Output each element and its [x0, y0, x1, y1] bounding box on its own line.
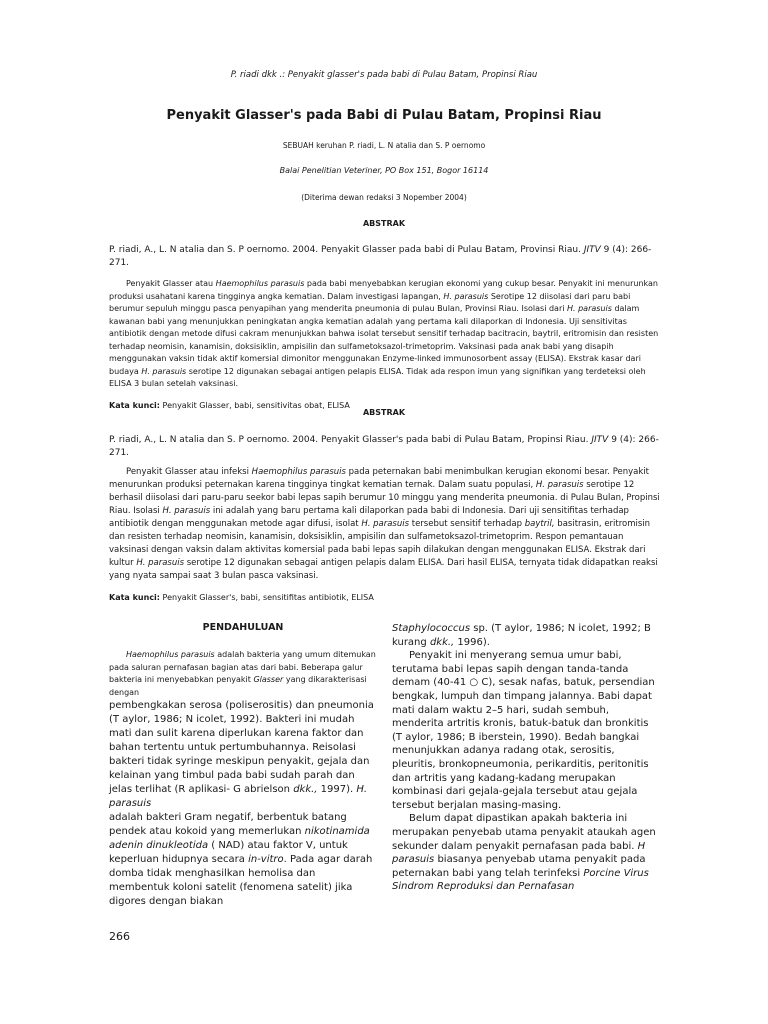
running-head: P. riadi dkk .: Penyakit glasser's pada babi di Pulau Batam, Propinsi Riau — [230, 70, 538, 80]
abstract-citation-2: P. riadi, A., L. N atalia dan S. P oernomo. 2004. Penyakit Glasser's pada babi di Pulau Batam, Propinsi Riau. JITV 9 (4): 266-271. — [109, 435, 659, 458]
abstract-heading: ABSTRAK — [362, 219, 406, 228]
page-number: 266 — [109, 930, 130, 943]
right-column — [392, 622, 660, 894]
abstract-paragraph: Penyakit Glasser atau Haemophilus parasuis pada babi menyebabkan kerugian ekonomi yang cukup besar. Penyakit ini menurunkan produksi usahatani karena tingginya angka kematian. Dalam investigasi lapangan, H. parasuis Serotipe 12 diisolasi dari paru babi berumur sepuluh minggu pasca penyapihan yang menderita pneumonia di pulau Bulan, Provinsi Riau. Isolasi dari H. parasuis dalam kawanan babi yang menunjukkan peningkatan angka kematian adalah yang pertama kali dilaporkan di Indonesia. Uji sensitivitas antibiotik dengan metode difusi cakram menunjukkan bahwa isolat tersebut sensitif terhadap bacitracin, baytril, eritromisin dan resisten terhadap neomisin, kanamisin, doksisiklin, ampisilin dan sulfametoksazol-trimetoprim. Vaksinasi pada anak babi yang disapih menggunakan vaksin tidak aktif komersial dimonitor menggunakan Enzyme-linked immunosorbent assay (ELISA). Ekstrak kasar dari budaya H. parasuis serotipe 12 digunakan sebagai antigen pelapis ELISA. Tidak ada respon imun yang signifikan yang terdeteksi oleh ELISA 3 bulan setelah vaksinasi. — [109, 279, 659, 388]
abstract-1 — [109, 244, 661, 412]
received-date: (Diterima dewan redaksi 3 Nopember 2004) — [301, 193, 467, 202]
paper-title: Penyakit Glasser's pada Babi di Pulau Batam, Propinsi Riau — [166, 108, 602, 123]
intro-paragraph-4: Staphylococcus sp. (T aylor, 1986; N icolet, 1992; B kurang dkk., 1996). — [392, 623, 651, 648]
intro-paragraph-5: Penyakit ini menyerang semua umur babi, terutama babi lepas sapih dengan tanda-tanda demam (40-41 ○ C), sesak nafas, batuk, persendian bengkak, lumpuh dan timpang jalannya. Babi dapat mati dalam waktu 2–5 hari, sudah sembuh, menderita artritis kronis, batuk-batuk dan bronkitis (T aylor, 1986; B iberstein, 1990). Bedah bangkai menunjukkan adanya radang otak, serositis, pleuritis, bronkopneumonia, perikarditis, peritonitis dan artritis yang kadang-kadang merupakan kombinasi dari gejala-gejala tersebut atau gejala tersebut berjalan masing-masing. — [392, 650, 655, 811]
section-heading: PENDAHULUAN — [202, 622, 284, 633]
intro-paragraph-6: Belum dapat dipastikan apakah bakteria ini merupakan penyebab utama penyakit ataukah agen sekunder dalam penyakit pernafasan pada babi. H parasuis biasanya penyebab utama penyakit pada peternakan babi yang telah terinfeksi Porcine Virus Sindrom Reproduksi dan Pernafasan — [392, 813, 656, 893]
keywords-2: Kata kunci: Penyakit Glasser's, babi, sensitifitas antibiotik, ELISA — [109, 593, 374, 602]
abstract-paragraph-2: Penyakit Glasser atau infeksi Haemophilus parasuis pada peternakan babi menimbulkan kerugian ekonomi besar. Penyakit menurunkan produksi peternakan karena tingginya tingkat kematian ternak. Dalam suatu populasi, H. parasuis serotipe 12 berhasil diisolasi dari paru-paru seekor babi lepas sapih berumur 10 minggu yang menderita pneumonia. di Pulau Bulan, Propinsi Riau. Isolasi H. parasuis ini adalah yang baru pertama kali dilaporkan pada babi di Indonesia. Dari uji sensitifitas terhadap antibiotik dengan menggunakan metode agar difusi, isolat H. parasuis tersebut sensitif terhadap baytril, basitrasin, eritromisin dan resisten terhadap neomisin, kanamisin, doksisiklin, ampisilin dan sulfametoksazol-trimetoprim. Respon pemantauan vaksinasi dengan vaksin dalam aktivitas komersial pada babi lepas sapih dilakukan dengan menggunakan ELISA. Ekstrak dari kultur H. parasuis serotipe 12 digunakan sebagai antigen pelapis dalam ELISA. Dari hasil ELISA, ternyata tidak didapatkan reaksi yang nyata sampai saat 3 bulan pasca vaksinasi. — [109, 467, 660, 581]
keywords: Kata kunci: Penyakit Glasser, babi, sensitivitas obat, ELISA — [109, 400, 350, 410]
intro-paragraph-1: Haemophilus parasuis adalah bakteria yang umum ditemukan pada saluran pernafasan bagian atas dari babi. Beberapa galur bakteria ini menyebabkan penyakit Glasser yang dikarakterisasi dengan — [109, 650, 376, 697]
left-column — [109, 622, 377, 909]
abstract-2 — [109, 434, 661, 604]
abstract-citation: P. riadi, A., L. N atalia dan S. P oernomo. 2004. Penyakit Glasser pada babi di Pulau Batam, Provinsi Riau. JITV 9 (4): 266-271. — [109, 245, 652, 268]
intro-paragraph-2: pembengkakan serosa (poliserositis) dan pneumonia (T aylor, 1986; N icolet, 1992). Bakteri ini mudah mati dan sulit karena diperlukan karena faktor dan bahan tertentu untuk pertumbuhannya. Reisolasi bakteri tidak syringe meskipun penyakit, gejala dan kelainan yang timbul pada babi sudah parah dan jelas terlihat (R aplikasi- G abrielson dkk., 1997). H. parasuis — [109, 700, 374, 809]
authors: SEBUAH keruhan P. riadi, L. N atalia dan S. P oernomo — [282, 141, 486, 150]
affiliation: Balai Penelitian Veteriner, PO Box 151, Bogor 16114 — [279, 166, 489, 175]
abstract-heading-2: ABSTRAK — [362, 408, 406, 417]
intro-paragraph-3: adalah bakteri Gram negatif, berbentuk batang pendek atau kokoid yang memerlukan nikotinamida adenin dinukleotida ( NAD) atau faktor V, untuk keperluan hidupnya secara in-vitro. Pada agar darah domba tidak menghasilkan hemolisa dan membentuk koloni satelit (fenomena satelit) jika digores dengan biakan — [109, 812, 373, 907]
